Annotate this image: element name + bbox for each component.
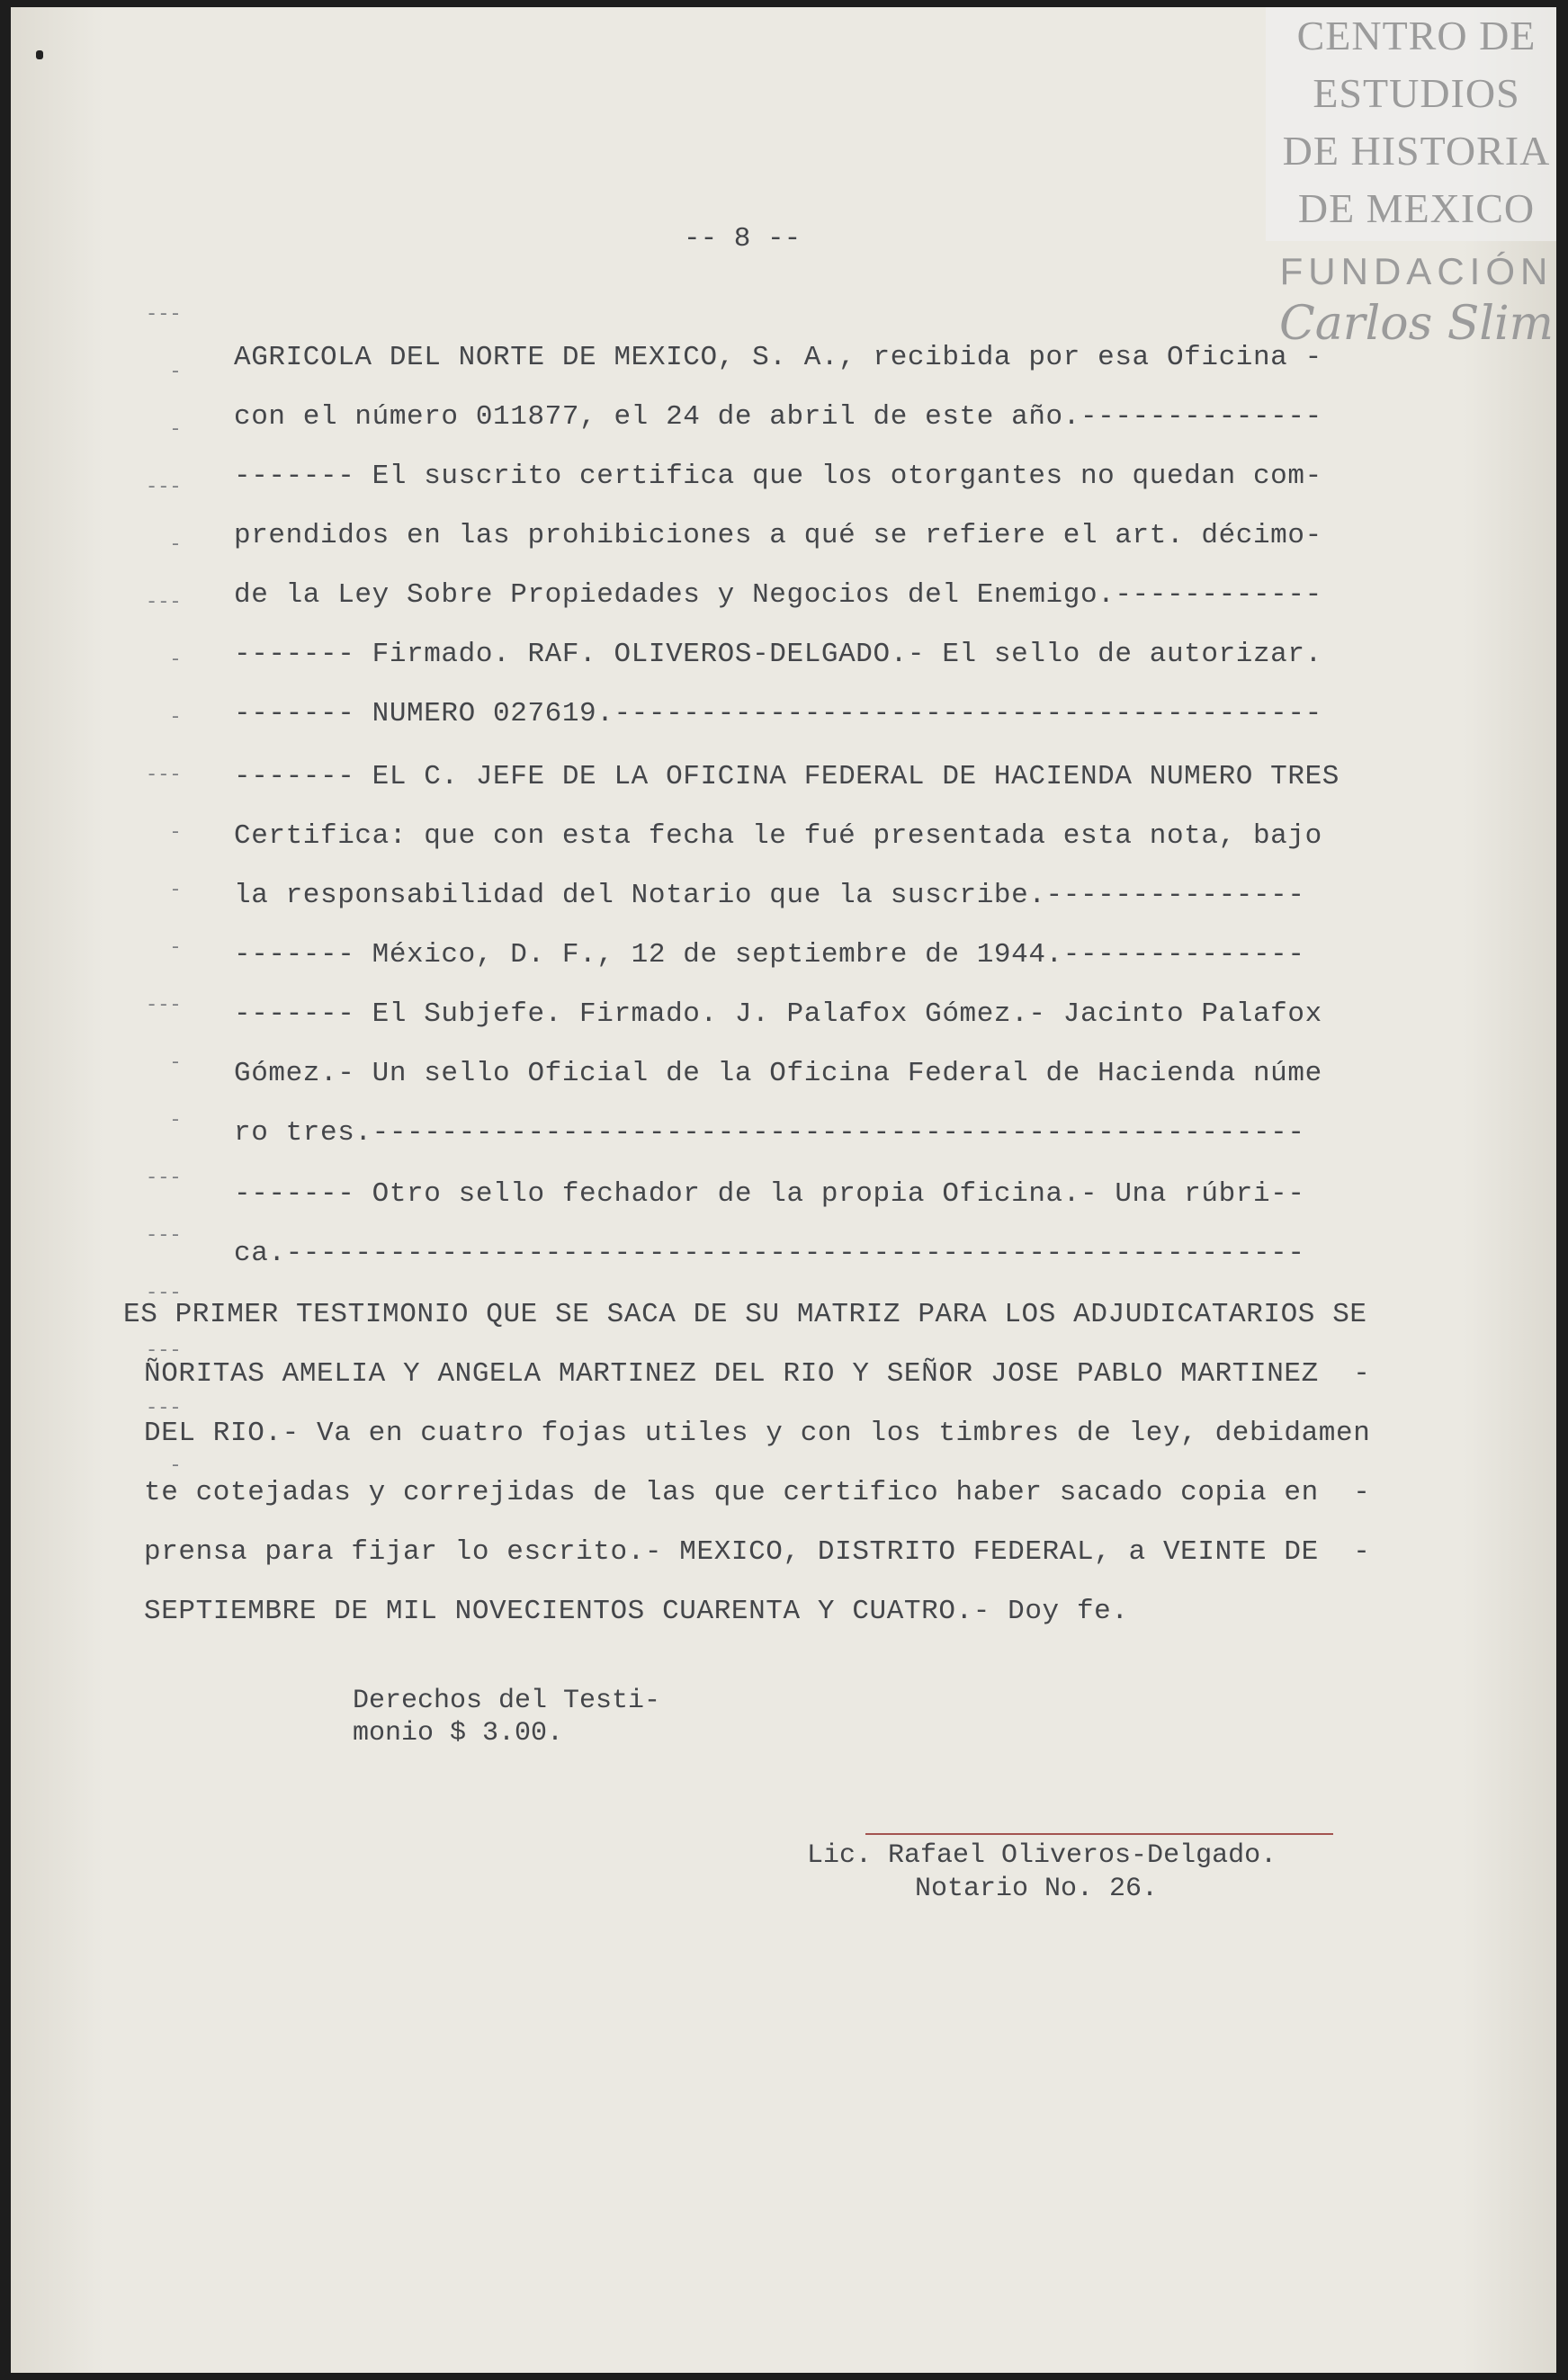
- fees-line: monio $ 3.00.: [353, 1718, 564, 1749]
- watermark-line: CENTRO DE: [1296, 13, 1537, 58]
- fees-line: Derechos del Testi-: [353, 1686, 661, 1716]
- closing-line: SEPTIEMBRE DE MIL NOVECIENTOS CUARENTA Y CUATRO.- Doy fe.: [144, 1596, 1129, 1627]
- body-line: la responsabilidad del Notario que la suscribe.---------------: [234, 880, 1305, 911]
- body-line: ------- México, D. F., 12 de septiembre de 1944.--------------: [234, 939, 1305, 971]
- document-page: [11, 7, 1556, 2373]
- closing-line: te cotejadas y correjidas de las que certifico haber sacado copia en -: [144, 1477, 1371, 1508]
- notary-title: Notario No. 26.: [915, 1874, 1159, 1904]
- body-line: ------- El suscrito certifica que los otorgantes no quedan com-: [234, 461, 1322, 492]
- watermark-signature: Carlos Slim: [1279, 297, 1554, 351]
- fees-note: [353, 1685, 660, 1749]
- body-line: ------- NUMERO 027619.-----------------------------------------: [234, 698, 1322, 729]
- margin-dashes: --- - - --- - --- - - --- - - - --- - - --- --- --- --- --- -: [146, 303, 182, 1477]
- body-line: ca.-----------------------------------------------------------: [234, 1238, 1305, 1269]
- watermark-fundacion: FUNDACIÓN: [1279, 250, 1554, 292]
- notary-name: Lic. Rafael Oliveros-Delgado.: [807, 1840, 1277, 1871]
- body-line: ro tres.------------------------------------------------------: [234, 1117, 1305, 1149]
- closing-line: ÑORITAS AMELIA Y ANGELA MARTINEZ DEL RIO Y SEÑOR JOSE PABLO MARTINEZ -: [144, 1358, 1371, 1390]
- body-line: ------- Otro sello fechador de la propia Oficina.- Una rúbri--: [234, 1178, 1305, 1210]
- body-line: ------- EL C. JEFE DE LA OFICINA FEDERAL DE HACIENDA NUMERO TRES: [234, 761, 1340, 792]
- watermark-line: DE MEXICO: [1297, 185, 1536, 231]
- watermark-line: ESTUDIOS: [1313, 70, 1520, 116]
- body-line: prendidos en las prohibiciones a qué se refiere el art. décimo-: [234, 520, 1322, 551]
- body-line: ------- El Subjefe. Firmado. J. Palafox Gómez.- Jacinto Palafox: [234, 998, 1322, 1030]
- body-line: Certifica: que con esta fecha le fué presentada esta nota, bajo: [234, 820, 1322, 852]
- page-number: -- 8 --: [684, 223, 802, 255]
- ink-speck: [36, 50, 43, 59]
- body-line: con el número 011877, el 24 de abril de este año.--------------: [234, 401, 1322, 433]
- closing-line: DEL RIO.- Va en cuatro fojas utiles y con los timbres de ley, debidamen: [144, 1418, 1371, 1449]
- body-line: Gómez.- Un sello Oficial de la Oficina Federal de Hacienda núme: [234, 1058, 1322, 1089]
- body-line: de la Ley Sobre Propiedades y Negocios del Enemigo.------------: [234, 579, 1322, 611]
- closing-line: prensa para fijar lo escrito.- MEXICO, DISTRITO FEDERAL, a VEINTE DE -: [144, 1536, 1371, 1568]
- watermark-line: DE HISTORIA: [1282, 128, 1551, 174]
- body-line: ------- Firmado. RAF. OLIVEROS-DELGADO.- El sello de autorizar.: [234, 639, 1322, 670]
- closing-line: ES PRIMER TESTIMONIO QUE SE SACA DE SU MATRIZ PARA LOS ADJUDICATARIOS SE: [123, 1299, 1367, 1330]
- archive-watermark: [1266, 7, 1556, 351]
- signature-line: [865, 1833, 1333, 1835]
- body-line: AGRICOLA DEL NORTE DE MEXICO, S. A., recibida por esa Oficina -: [234, 342, 1322, 373]
